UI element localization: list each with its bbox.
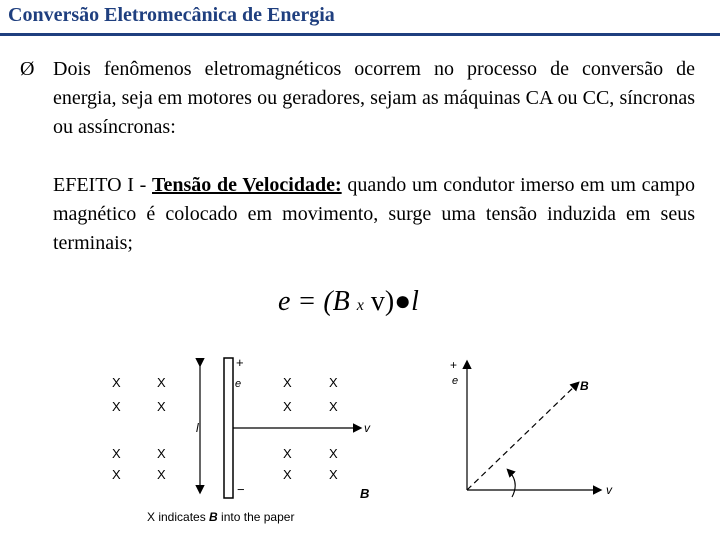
b-field-mark: X xyxy=(329,399,338,414)
b-field-mark: X xyxy=(157,399,166,414)
e-label: e xyxy=(235,378,242,390)
b-field-mark: X xyxy=(283,446,292,461)
formula-v: v) xyxy=(363,286,395,317)
b-field-mark: X xyxy=(157,446,166,461)
vector-v-label: v xyxy=(606,483,612,497)
formula xyxy=(278,286,419,318)
b-field-mark: X xyxy=(283,375,292,390)
b-field-mark: X xyxy=(329,446,338,461)
b-field-mark: X xyxy=(112,446,121,461)
velocity-label: v xyxy=(364,421,370,435)
figure-caption xyxy=(147,510,294,524)
b-field-mark: X xyxy=(329,467,338,482)
title-rule xyxy=(0,33,720,36)
caption-b: B xyxy=(209,510,218,524)
b-field-mark: X xyxy=(157,467,166,482)
b-field-mark: X xyxy=(283,467,292,482)
bullet-text: Dois fenômenos eletromagnéticos ocorrem no processo de conversão de energia, seja em motores ou geradores, sejam as máquinas CA ou CC, síncronas ou assíncronas: xyxy=(53,58,695,138)
field-label: B xyxy=(360,486,370,501)
effect-name: Tensão de Velocidade: xyxy=(152,174,342,196)
vector-b-label: B xyxy=(580,379,589,393)
caption-pre: X indicates xyxy=(147,510,210,524)
formula-l: l xyxy=(411,286,419,317)
formula-cross: x xyxy=(356,297,364,314)
formula-dot: ● xyxy=(394,286,412,317)
effect-text: quando um condutor imerso em um campo magnético é colocado em movimento, surge uma tensão induzida em seus terminais; xyxy=(53,174,695,254)
caption-post: into the paper xyxy=(217,510,295,524)
b-field-mark: X xyxy=(112,399,121,414)
formula-lhs: e = (B xyxy=(278,286,357,317)
b-field-mark: X xyxy=(329,375,338,390)
vector-plus: + xyxy=(450,358,458,372)
b-field-mark: X xyxy=(157,375,166,390)
length-label: l xyxy=(196,421,199,435)
plus-terminal: + xyxy=(236,355,244,370)
effect-prefix: EFEITO I - xyxy=(53,174,153,196)
effect-paragraph xyxy=(53,171,695,258)
vector-diagram xyxy=(467,362,600,497)
b-field-mark: X xyxy=(283,399,292,414)
b-field-mark: X xyxy=(112,467,121,482)
vector-e-label: e xyxy=(452,375,459,387)
conductor-bar xyxy=(224,358,233,498)
bullet-arrow-icon: Ø xyxy=(20,58,35,80)
b-field-mark: X xyxy=(112,375,121,390)
slide-title: Conversão Eletromecânica de Energia xyxy=(8,4,335,26)
minus-terminal: − xyxy=(237,482,245,497)
